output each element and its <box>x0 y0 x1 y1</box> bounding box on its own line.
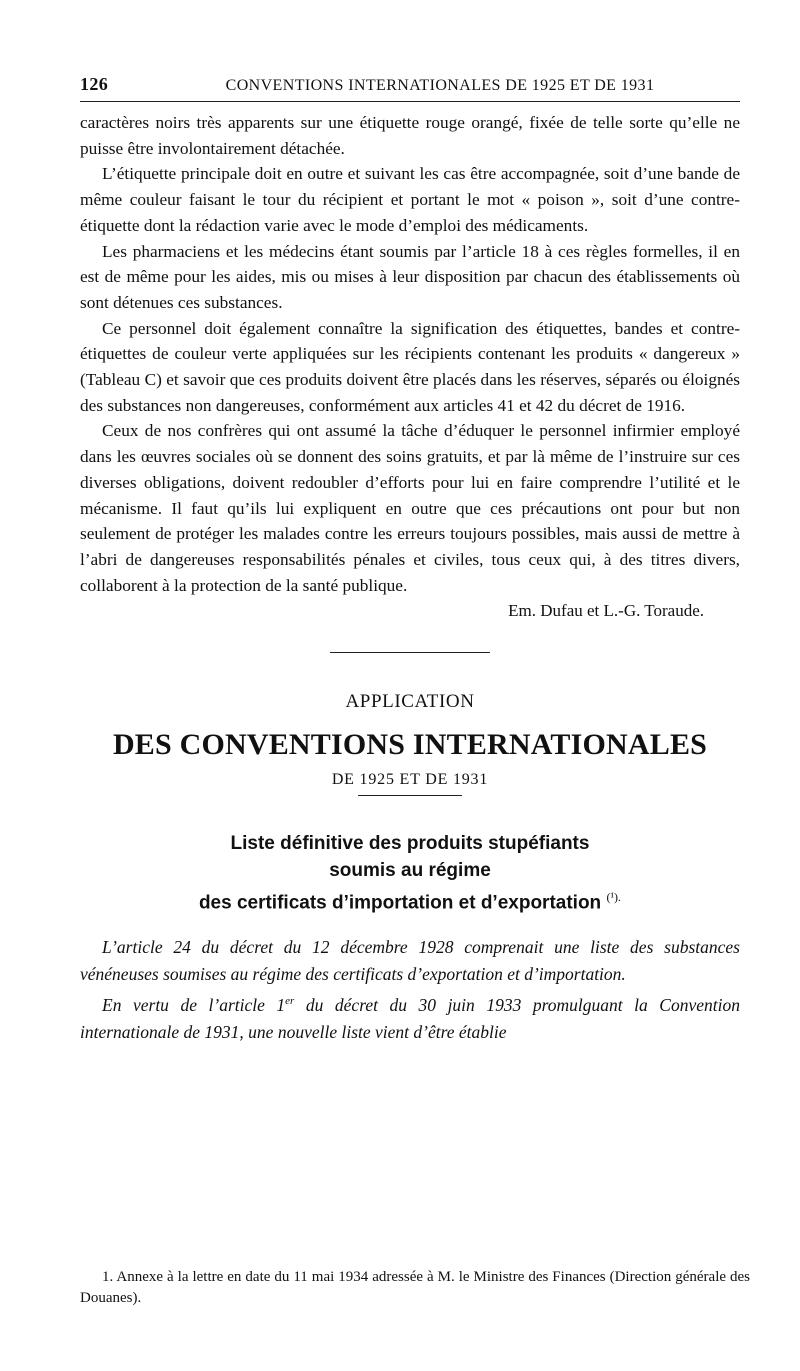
list-title-line <box>80 884 740 916</box>
footnote <box>80 1267 750 1309</box>
list-title <box>80 830 740 916</box>
section-title: DES CONVENTIONS INTERNATIONALES <box>112 728 708 762</box>
page <box>80 74 740 1046</box>
paragraph: Ceux de nos confrères qui ont assumé la tâche d’éduquer le personnel infirmier employé dans les œuvres sociales où se donnent des soins gratuits, et par là même de l’instruire sur ces diverses obligations, doivent redoubler d’efforts pour lui en faire comprendre l’utilité et le mécanisme. Il faut qu’ils lui expliquent en outre que ces précautions ont pour but non seulement de protéger les malades contre les erreurs toujours possibles, mais aussi de mettre à l’abri de dangereuses responsabilités pénales et civiles, tous ceux qui, à des titres divers, collaborent à la protection de la santé publique. <box>80 421 740 595</box>
list-title-text: des certificats d’importation et d’exportation <box>198 892 602 914</box>
article-body <box>80 110 740 624</box>
footnote-text: 1. Annexe à la lettre en date du 11 mai 1934 adressée à M. le Ministre des Finances (Direction générale des Douanes). <box>80 1269 750 1306</box>
signature: Em. Dufau et L.-G. Toraude. <box>508 601 704 621</box>
paragraph: caractères noirs très apparents sur une étiquette rouge orangé, fixée de telle sorte qu’elle ne puisse être involontairement détachée. <box>80 113 740 158</box>
section-years: DE 1925 ET DE 1931 <box>331 771 489 789</box>
intro-paragraph <box>80 988 740 1046</box>
title-divider <box>358 795 462 796</box>
footnote-ref: (¹). <box>606 890 622 905</box>
list-title-line: soumis au régime <box>329 860 491 882</box>
page-number: 126 <box>80 74 109 94</box>
list-title-line: Liste définitive des produits stupéfiants <box>230 833 590 855</box>
paragraph: L’étiquette principale doit en outre et suivant les cas être accompagnée, soit d’une bande de même couleur faisant le tour du récipient et portant le mot « poison », soit d’une contre-étiquette dont la rédaction varie avec le mode d’emploi des médicaments. <box>80 164 740 235</box>
intro-text <box>80 934 740 1046</box>
intro-paragraph: L’article 24 du décret du 12 décembre 1928 comprenait une liste des substances vénéneuses soumises au régime des certificats d’exportation et d’importation. <box>80 937 740 985</box>
intro-text-b: du décret du 30 juin 1933 promulguant la Convention internationale de 1931, une nouvelle liste vient d’être établie <box>80 995 740 1043</box>
paragraph: Les pharmaciens et les médecins étant soumis par l’article 18 à ces règles formelles, il en est de même pour les aides, mis ou mises à leur disposition par chacun des établissements où sont détenues ces substances. <box>80 241 740 312</box>
running-header <box>80 74 740 102</box>
intro-text-a: En vertu de l’article 1 <box>102 995 286 1016</box>
ordinal-sup: er <box>285 995 295 1008</box>
section-kicker: APPLICATION <box>345 691 475 713</box>
section-divider <box>330 652 490 653</box>
paragraph: Ce personnel doit également connaître la signification des étiquettes, bandes et contre-étiquettes de couleur verte appliquées sur les récipients contenant les produits « dangereux » (Tableau C) et savoir que ces produits doivent être placés dans les réserves, séparés ou éloignés des substances non dangereuses, conformément aux articles 41 et 42 du décret de 1916. <box>80 318 740 415</box>
running-title: CONVENTIONS INTERNATIONALES DE 1925 ET DE 1931 <box>225 77 655 94</box>
